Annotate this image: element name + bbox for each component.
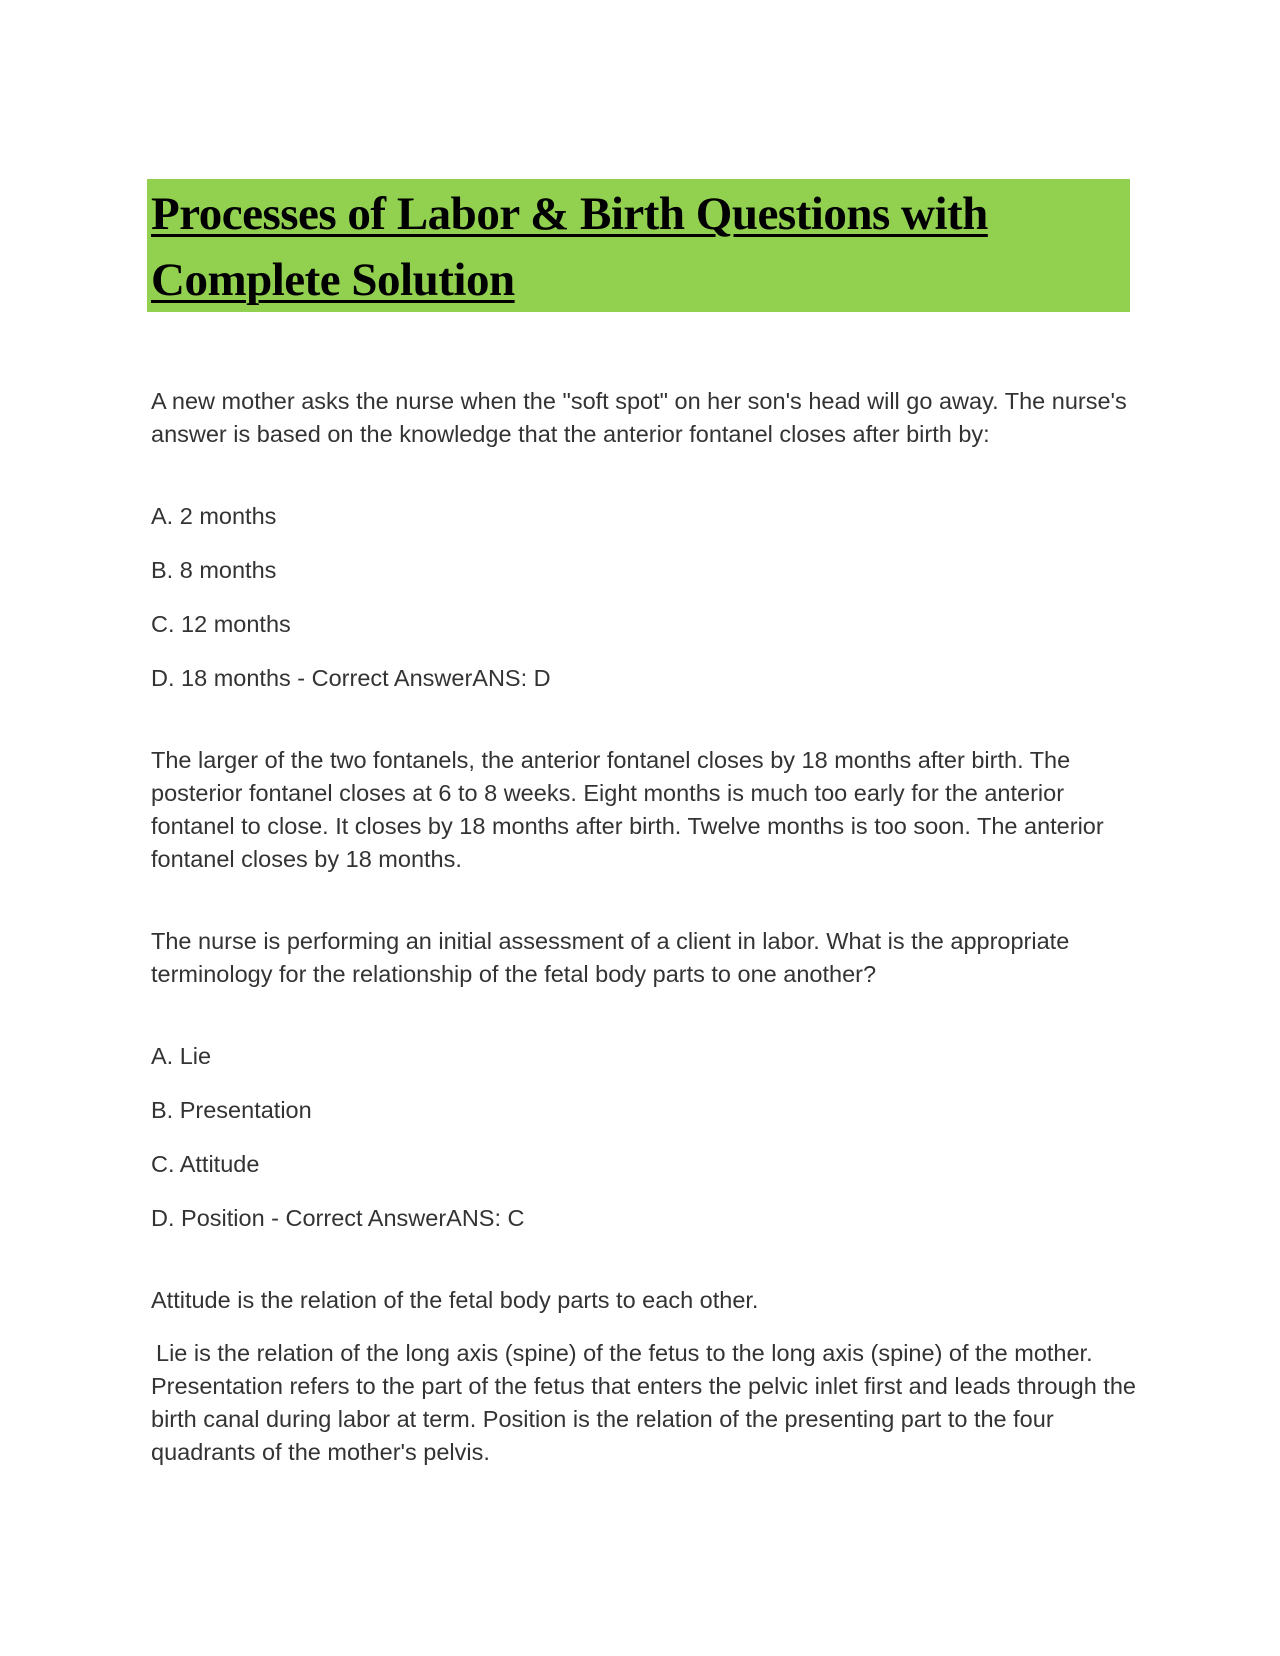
document-title-line-2: Complete Solution xyxy=(151,254,515,306)
question-2-option-c: C. Attitude xyxy=(151,1151,260,1177)
document-title-banner xyxy=(147,179,1130,312)
question-2-explanation-2: Lie is the relation of the long axis (spine) of the fetus to the long axis (spine) of the mother. Presentation refers to the part of the fetus that enters the pelvic inlet first and leads through the birth canal during labor at term. Position is the relation of the presenting part to the four quadrants of the mother's pelvis. xyxy=(151,1340,1136,1465)
question-1-option-d-answer: D. 18 months - Correct AnswerANS: D xyxy=(151,665,551,691)
question-2-explanation-1: Attitude is the relation of the fetal body parts to each other. xyxy=(151,1287,759,1313)
question-1-option-b: B. 8 months xyxy=(151,557,277,583)
question-2-option-a: A. Lie xyxy=(151,1043,212,1069)
question-1-option-a: A. 2 months xyxy=(151,503,277,529)
document-body xyxy=(151,385,1141,1469)
question-2-stem: The nurse is performing an initial assessment of a client in labor. What is the appropriate terminology for the relationship of the fetal body parts to one another? xyxy=(151,928,1070,987)
question-1-stem: A new mother asks the nurse when the "soft spot" on her son's head will go away. The nurse's answer is based on the knowledge that the anterior fontanel closes after birth by: xyxy=(151,388,1127,447)
document-title-line-1: Processes of Labor & Birth Questions with xyxy=(151,188,988,240)
question-2-option-d-answer: D. Position - Correct AnswerANS: C xyxy=(151,1205,525,1231)
question-2-option-b: B. Presentation xyxy=(151,1097,312,1123)
question-1-explanation: The larger of the two fontanels, the anterior fontanel closes by 18 months after birth. The posterior fontanel closes at 6 to 8 weeks. Eight months is much too early for the anterior fontanel to close. It closes by 18 months after birth. Twelve months is too soon. The anterior fontanel closes by 18 months. xyxy=(151,747,1104,872)
question-1-option-c: C. 12 months xyxy=(151,611,291,637)
